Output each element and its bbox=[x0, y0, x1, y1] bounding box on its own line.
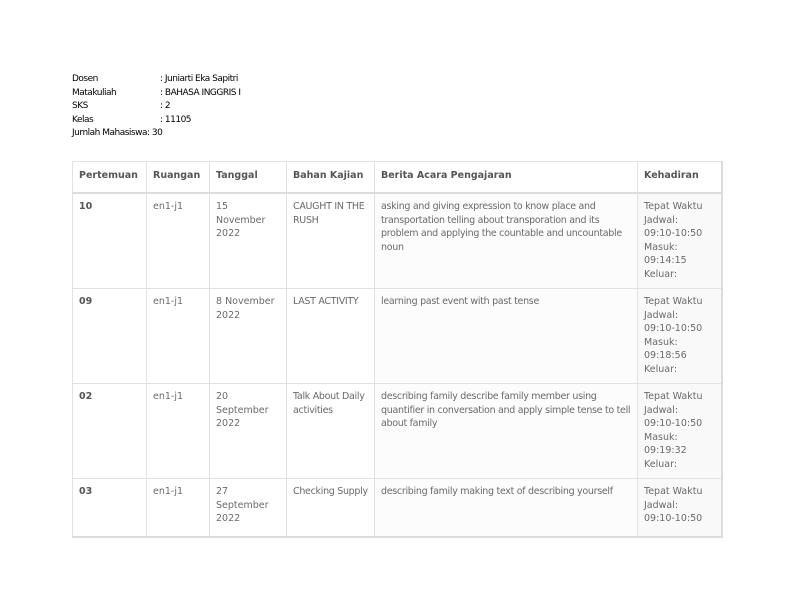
kehadiran-jadwal-label: Jadwal: bbox=[644, 404, 679, 416]
kehadiran-jadwal-value: 09:10-10:50 bbox=[644, 418, 703, 430]
cell-bahan-kajian: Talk About Daily activities bbox=[287, 384, 375, 479]
cell-kehadiran bbox=[638, 193, 722, 289]
cell-kehadiran bbox=[638, 289, 722, 384]
cell-berita-acara: describing family making text of describing yourself bbox=[375, 479, 638, 538]
cell-bahan-kajian: Checking Supply bbox=[287, 479, 375, 538]
cell-pertemuan: 03 bbox=[73, 479, 147, 538]
cell-tanggal: 8 November 2022 bbox=[210, 289, 287, 384]
kehadiran-status: Tepat Waktu bbox=[644, 391, 703, 402]
info-matakuliah bbox=[72, 87, 241, 101]
info-jumlah bbox=[72, 127, 241, 141]
cell-tanggal: 15 November 2022 bbox=[210, 193, 287, 289]
kehadiran-masuk-label: Masuk: bbox=[644, 431, 678, 443]
cell-pertemuan: 02 bbox=[73, 384, 147, 479]
header-tanggal: Tanggal bbox=[210, 162, 287, 194]
kehadiran-masuk-value: 09:18:56 bbox=[644, 350, 687, 362]
info-dosen bbox=[72, 73, 241, 87]
table-row bbox=[73, 479, 722, 538]
kehadiran-jadwal-value: 09:10-10:50 bbox=[644, 323, 703, 335]
header-kehadiran: Kehadiran bbox=[638, 162, 722, 194]
kehadiran-status: Tepat Waktu bbox=[644, 201, 703, 212]
kehadiran-masuk-value: 09:14:15 bbox=[644, 255, 687, 267]
header-pertemuan: Pertemuan bbox=[73, 162, 147, 194]
header-berita-acara: Berita Acara Pengajaran bbox=[375, 162, 638, 194]
cell-berita-acara: learning past event with past tense bbox=[375, 289, 638, 384]
header-bahan-kajian: Bahan Kajian bbox=[287, 162, 375, 194]
cell-berita-acara: describing family describe family member using quantifier in conversation and apply simple tense to tell about family bbox=[375, 384, 638, 479]
dosen-value: : Juniarti Eka Sapitri bbox=[160, 74, 238, 84]
kelas-label: Kelas bbox=[72, 114, 94, 125]
table-row bbox=[73, 384, 722, 479]
jumlah-value: : 30 bbox=[146, 128, 163, 138]
dosen-label: Dosen bbox=[72, 74, 98, 84]
kehadiran-jadwal-label: Jadwal: bbox=[644, 499, 679, 511]
cell-bahan-kajian: CAUGHT IN THE RUSH bbox=[287, 193, 375, 289]
cell-kehadiran bbox=[638, 479, 722, 538]
info-kelas bbox=[72, 114, 241, 128]
kehadiran-jadwal-label: Jadwal: bbox=[644, 214, 679, 226]
matakuliah-label: Matakuliah bbox=[72, 87, 117, 98]
cell-ruangan: en1-j1 bbox=[147, 289, 210, 384]
kehadiran-status: Tepat Waktu bbox=[644, 296, 703, 307]
kehadiran-masuk-value: 09:19:32 bbox=[644, 445, 687, 457]
attendance-table bbox=[72, 161, 723, 538]
sks-label: SKS bbox=[72, 101, 88, 111]
header-ruangan: Ruangan bbox=[147, 162, 210, 194]
kelas-value: : 11105 bbox=[160, 114, 192, 125]
cell-kehadiran bbox=[638, 384, 722, 479]
cell-ruangan: en1-j1 bbox=[147, 384, 210, 479]
kehadiran-keluar-label: Keluar: bbox=[644, 458, 678, 470]
kehadiran-keluar-label: Keluar: bbox=[644, 363, 678, 375]
course-info bbox=[72, 73, 241, 141]
cell-berita-acara: asking and giving expression to know place and transportation telling about transporation and its problem and applying the countable and uncountable noun bbox=[375, 193, 638, 289]
cell-bahan-kajian: LAST ACTIVITY bbox=[287, 289, 375, 384]
matakuliah-value: : BAHASA INGGRIS I bbox=[160, 87, 241, 98]
sks-value: : 2 bbox=[160, 101, 171, 111]
jumlah-label: Jumlah Mahasiswa bbox=[72, 128, 147, 138]
kehadiran-status: Tepat Waktu bbox=[644, 486, 703, 497]
kehadiran-jadwal-value: 09:10-10:50 bbox=[644, 228, 703, 240]
kehadiran-jadwal-label: Jadwal: bbox=[644, 309, 679, 321]
kehadiran-jadwal-value: 09:10-10:50 bbox=[644, 513, 703, 525]
cell-ruangan: en1-j1 bbox=[147, 193, 210, 289]
info-sks bbox=[72, 100, 241, 114]
cell-pertemuan: 10 bbox=[73, 193, 147, 289]
cell-pertemuan: 09 bbox=[73, 289, 147, 384]
table-row bbox=[73, 193, 722, 289]
cell-ruangan: en1-j1 bbox=[147, 479, 210, 538]
kehadiran-masuk-label: Masuk: bbox=[644, 241, 678, 253]
cell-tanggal: 27 September 2022 bbox=[210, 479, 287, 538]
kehadiran-masuk-label: Masuk: bbox=[644, 336, 678, 348]
cell-tanggal: 20 September 2022 bbox=[210, 384, 287, 479]
table-row bbox=[73, 289, 722, 384]
table-header-row bbox=[73, 162, 722, 194]
kehadiran-keluar-label: Keluar: bbox=[644, 268, 678, 280]
